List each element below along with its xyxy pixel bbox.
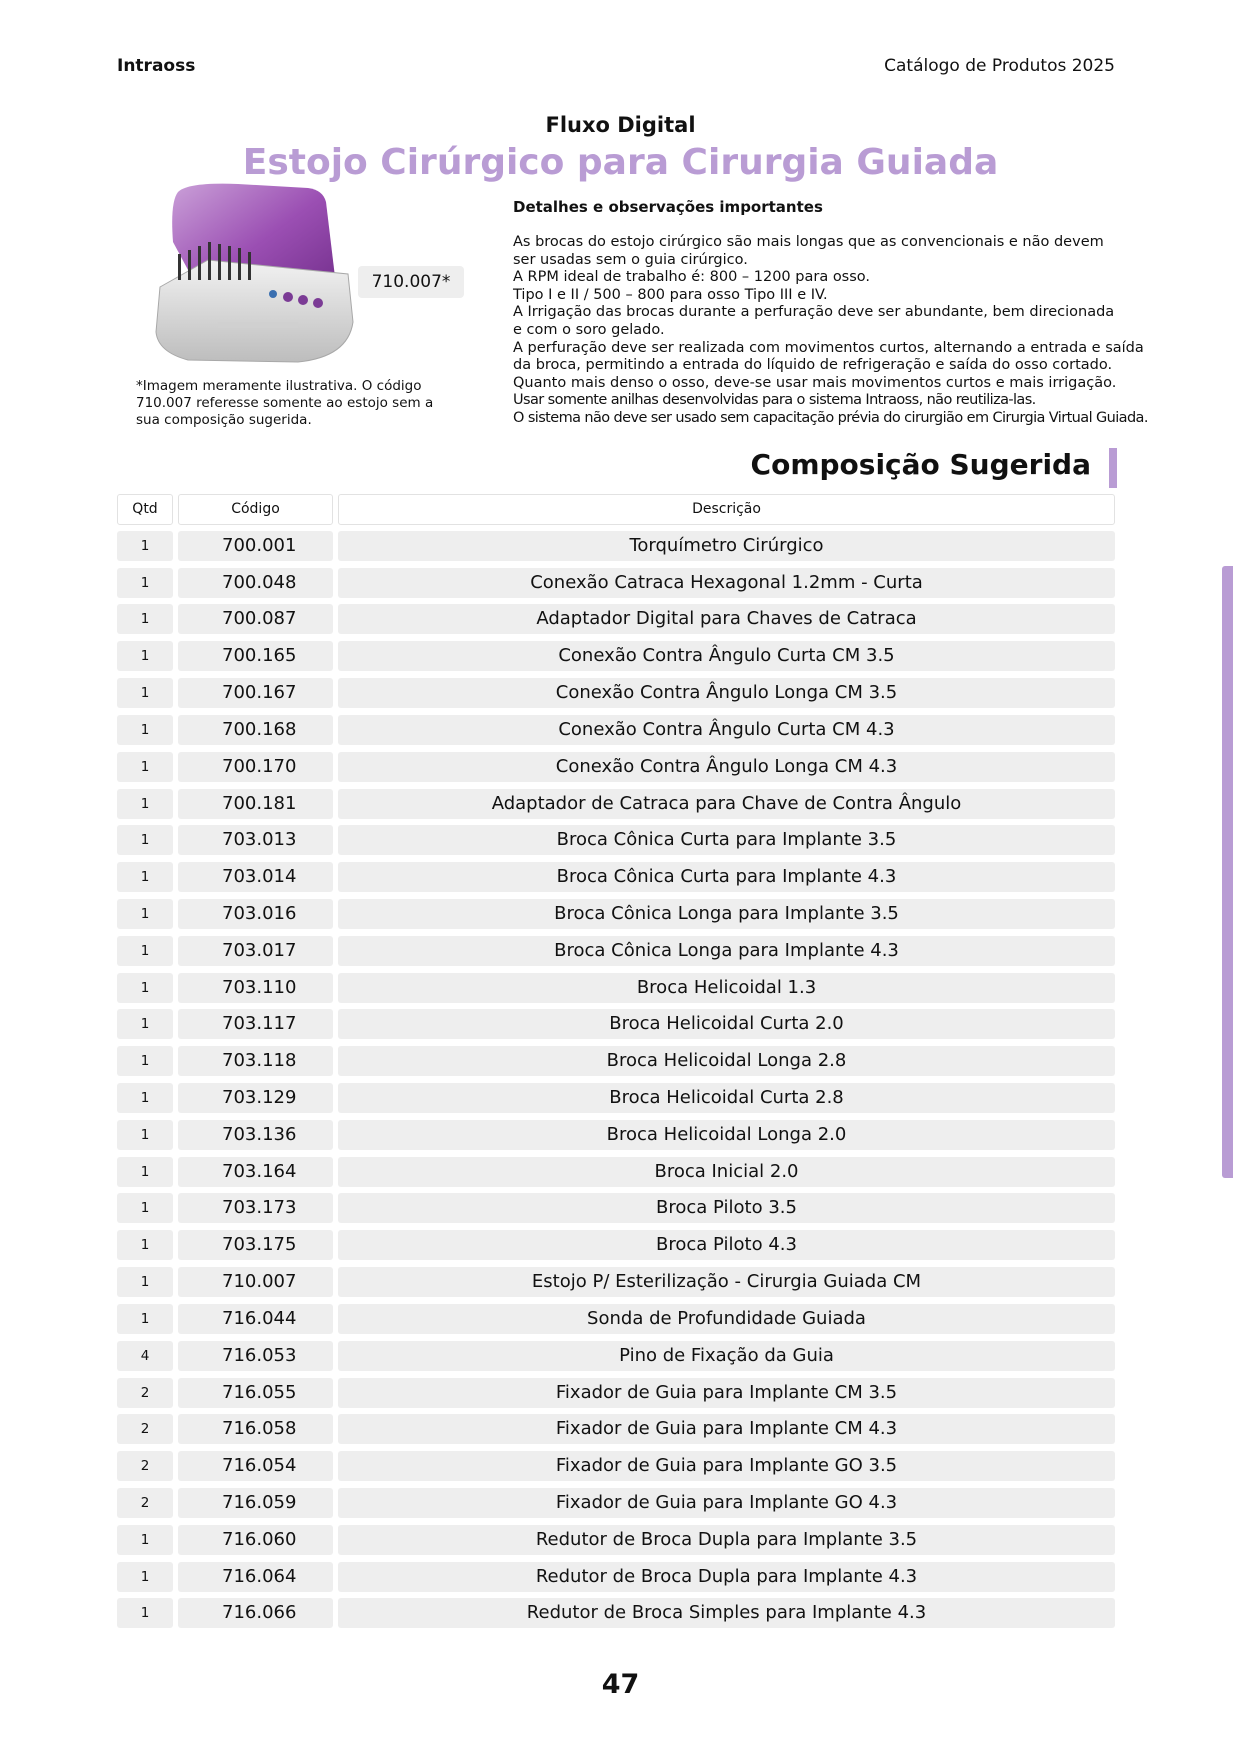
table-row	[117, 715, 1115, 745]
row-qty: 1	[117, 1193, 173, 1223]
row-qty: 1	[117, 1046, 173, 1076]
row-code: 703.136	[178, 1120, 333, 1150]
row-description: Fixador de Guia para Implante GO 3.5	[338, 1451, 1115, 1481]
image-note: *Imagem meramente ilustrativa. O código 710.007 referesse somente ao estojo sem a sua composição sugerida.	[136, 378, 434, 428]
page-number: 47	[601, 1669, 640, 1700]
table-row	[117, 568, 1115, 598]
row-code: 700.168	[178, 715, 333, 745]
row-qty: 2	[117, 1414, 173, 1444]
table-row	[117, 1304, 1115, 1334]
composition-title: Composição Sugerida	[750, 448, 1091, 481]
row-qty: 1	[117, 678, 173, 708]
row-qty: 4	[117, 1341, 173, 1371]
row-qty: 1	[117, 1598, 173, 1628]
details-line: e com o soro gelado.	[513, 321, 665, 338]
row-code: 703.013	[178, 825, 333, 855]
details-line: Tipo I e II / 500 – 800 para osso Tipo III e IV.	[513, 286, 828, 303]
row-code: 703.117	[178, 1009, 333, 1039]
row-qty: 1	[117, 862, 173, 892]
row-description: Fixador de Guia para Implante CM 4.3	[338, 1414, 1115, 1444]
table-row	[117, 1157, 1115, 1187]
row-description: Redutor de Broca Simples para Implante 4.3	[338, 1598, 1115, 1628]
table-row	[117, 1488, 1115, 1518]
surgical-kit-image	[148, 182, 358, 372]
row-code: 716.058	[178, 1414, 333, 1444]
row-description: Torquímetro Cirúrgico	[338, 531, 1115, 561]
row-code: 716.066	[178, 1598, 333, 1628]
row-description: Redutor de Broca Dupla para Implante 4.3	[338, 1562, 1115, 1592]
details-line: Usar somente anilhas desenvolvidas para o sistema Intraoss, não reutiliza-las.	[513, 392, 1036, 409]
row-description: Conexão Contra Ângulo Curta CM 3.5	[338, 641, 1115, 671]
row-qty: 1	[117, 568, 173, 598]
row-code: 716.060	[178, 1525, 333, 1555]
row-description: Broca Helicoidal Curta 2.8	[338, 1083, 1115, 1113]
row-code: 716.055	[178, 1378, 333, 1408]
row-code: 700.167	[178, 678, 333, 708]
row-description: Broca Cônica Curta para Implante 3.5	[338, 825, 1115, 855]
row-qty: 1	[117, 1009, 173, 1039]
row-description: Broca Helicoidal Curta 2.0	[338, 1009, 1115, 1039]
table-row	[117, 1230, 1115, 1260]
accent-bar	[1109, 448, 1117, 488]
row-qty: 1	[117, 899, 173, 929]
row-qty: 1	[117, 1083, 173, 1113]
row-qty: 1	[117, 715, 173, 745]
row-description: Broca Cônica Curta para Implante 4.3	[338, 862, 1115, 892]
table-row	[117, 1009, 1115, 1039]
table-row	[117, 973, 1115, 1003]
row-description: Pino de Fixação da Guia	[338, 1341, 1115, 1371]
row-description: Fixador de Guia para Implante CM 3.5	[338, 1378, 1115, 1408]
table-row	[117, 531, 1115, 561]
table-row	[117, 752, 1115, 782]
header-qty: Qtd	[117, 494, 173, 525]
details-title: Detalhes e observações importantes	[513, 198, 823, 216]
row-code: 703.016	[178, 899, 333, 929]
row-qty: 1	[117, 604, 173, 634]
row-qty: 1	[117, 973, 173, 1003]
row-description: Broca Helicoidal Longa 2.8	[338, 1046, 1115, 1076]
table-row	[117, 1193, 1115, 1223]
row-code: 703.175	[178, 1230, 333, 1260]
row-description: Broca Helicoidal Longa 2.0	[338, 1120, 1115, 1150]
row-qty: 1	[117, 825, 173, 855]
table-row	[117, 1525, 1115, 1555]
product-code-badge: 710.007*	[358, 266, 464, 298]
row-qty: 2	[117, 1488, 173, 1518]
table-row	[117, 862, 1115, 892]
row-code: 700.181	[178, 789, 333, 819]
table-header	[117, 494, 1115, 524]
row-description: Broca Cônica Longa para Implante 4.3	[338, 936, 1115, 966]
table-row	[117, 1562, 1115, 1592]
row-description: Adaptador Digital para Chaves de Catraca	[338, 604, 1115, 634]
row-description: Fixador de Guia para Implante GO 4.3	[338, 1488, 1115, 1518]
details-line: A RPM ideal de trabalho é: 800 – 1200 para osso.	[513, 269, 871, 286]
row-qty: 1	[117, 1304, 173, 1334]
page-title: Estojo Cirúrgico para Cirurgia Guiada	[242, 142, 999, 183]
row-code: 703.017	[178, 936, 333, 966]
composition-table	[117, 494, 1115, 1635]
row-qty: 1	[117, 1525, 173, 1555]
row-description: Adaptador de Catraca para Chave de Contra Ângulo	[338, 789, 1115, 819]
table-body	[117, 531, 1115, 1629]
row-qty: 1	[117, 752, 173, 782]
table-row	[117, 1598, 1115, 1628]
row-code: 703.173	[178, 1193, 333, 1223]
row-description: Broca Helicoidal 1.3	[338, 973, 1115, 1003]
row-qty: 1	[117, 936, 173, 966]
details-line: A Irrigação das brocas durante a perfuração deve ser abundante, bem direcionada	[513, 304, 1115, 321]
row-qty: 1	[117, 1562, 173, 1592]
row-code: 703.118	[178, 1046, 333, 1076]
row-description: Conexão Contra Ângulo Longa CM 4.3	[338, 752, 1115, 782]
table-row	[117, 825, 1115, 855]
details-line: Quanto mais denso o osso, deve-se usar mais movimentos curtos e mais irrigação.	[513, 374, 1117, 391]
row-description: Redutor de Broca Dupla para Implante 3.5	[338, 1525, 1115, 1555]
row-description: Broca Piloto 3.5	[338, 1193, 1115, 1223]
table-row	[117, 789, 1115, 819]
row-qty: 2	[117, 1378, 173, 1408]
table-row	[117, 641, 1115, 671]
header-code: Código	[178, 494, 333, 525]
details-line: da broca, permitindo a entrada do líquido de refrigeração e saída do osso cortado.	[513, 357, 1113, 374]
row-code: 716.044	[178, 1304, 333, 1334]
row-description: Conexão Contra Ângulo Longa CM 3.5	[338, 678, 1115, 708]
row-code: 700.087	[178, 604, 333, 634]
row-description: Broca Piloto 4.3	[338, 1230, 1115, 1260]
row-code: 703.164	[178, 1157, 333, 1187]
row-qty: 1	[117, 789, 173, 819]
row-qty: 1	[117, 1120, 173, 1150]
table-row	[117, 1267, 1115, 1297]
side-tab-bar	[1222, 566, 1233, 1178]
row-code: 703.110	[178, 973, 333, 1003]
table-row	[117, 1378, 1115, 1408]
table-row	[117, 604, 1115, 634]
row-code: 700.001	[178, 531, 333, 561]
brand-name: Intraoss	[117, 56, 196, 76]
table-row	[117, 1120, 1115, 1150]
row-qty: 2	[117, 1451, 173, 1481]
row-code: 700.165	[178, 641, 333, 671]
row-description: Sonda de Profundidade Guiada	[338, 1304, 1115, 1334]
row-qty: 1	[117, 641, 173, 671]
details-line: As brocas do estojo cirúrgico são mais longas que as convencionais e não devem	[513, 234, 1104, 250]
row-description: Conexão Catraca Hexagonal 1.2mm - Curta	[338, 568, 1115, 598]
row-description: Broca Inicial 2.0	[338, 1157, 1115, 1187]
section-title: Fluxo Digital	[545, 113, 696, 137]
details-text	[513, 234, 1148, 428]
row-code: 703.014	[178, 862, 333, 892]
row-description: Estojo P/ Esterilização - Cirurgia Guiada CM	[338, 1267, 1115, 1297]
row-qty: 1	[117, 1157, 173, 1187]
row-qty: 1	[117, 1267, 173, 1297]
table-row	[117, 1414, 1115, 1444]
row-code: 710.007	[178, 1267, 333, 1297]
row-qty: 1	[117, 531, 173, 561]
row-code: 703.129	[178, 1083, 333, 1113]
table-row	[117, 1451, 1115, 1481]
table-row	[117, 1341, 1115, 1371]
row-code: 716.064	[178, 1562, 333, 1592]
row-code: 716.054	[178, 1451, 333, 1481]
row-code: 716.053	[178, 1341, 333, 1371]
table-row	[117, 936, 1115, 966]
row-code: 700.048	[178, 568, 333, 598]
header-description: Descrição	[338, 494, 1115, 525]
row-code: 700.170	[178, 752, 333, 782]
row-qty: 1	[117, 1230, 173, 1260]
table-row	[117, 899, 1115, 929]
catalog-title: Catálogo de Produtos 2025	[884, 56, 1115, 76]
details-line: O sistema não deve ser usado sem capacitação prévia do cirurgião em Cirurgia Virtual Guiada.	[513, 409, 1148, 426]
table-row	[117, 1083, 1115, 1113]
details-line: A perfuração deve ser realizada com movimentos curtos, alternando a entrada e saída	[513, 339, 1144, 356]
details-line: ser usadas sem o guia cirúrgico.	[513, 251, 748, 268]
row-description: Broca Cônica Longa para Implante 3.5	[338, 899, 1115, 929]
row-code: 716.059	[178, 1488, 333, 1518]
table-row	[117, 678, 1115, 708]
row-description: Conexão Contra Ângulo Curta CM 4.3	[338, 715, 1115, 745]
table-row	[117, 1046, 1115, 1076]
